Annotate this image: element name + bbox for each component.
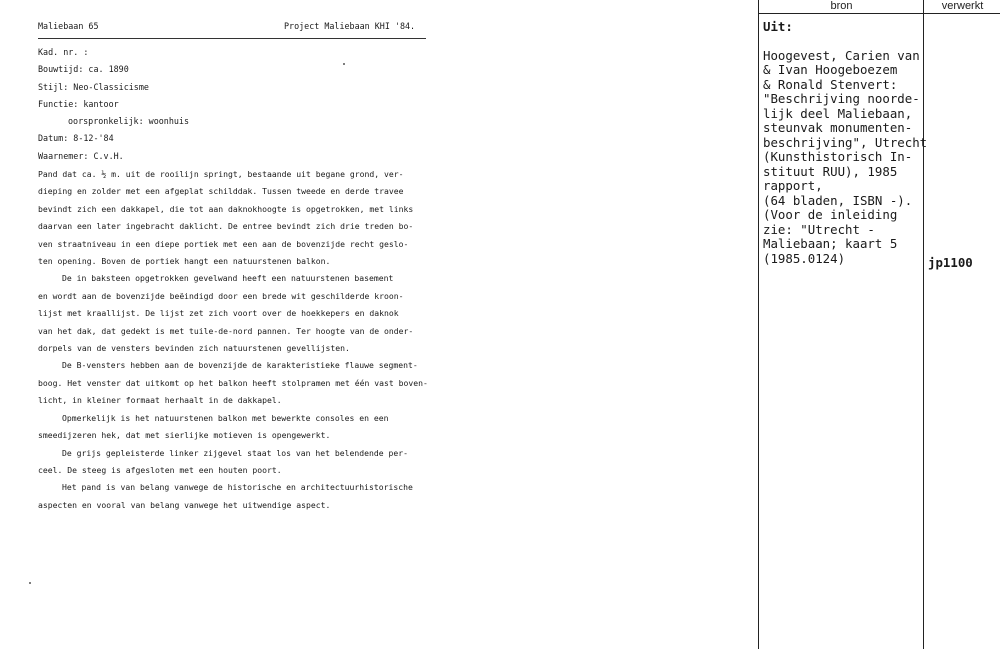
source-line: Maliebaan; kaart 5: [763, 236, 898, 251]
text-line: Het pand is van belang vanwege de historische en architectuurhistorische: [62, 482, 413, 493]
text-line: dieping en zolder met een afgeplat schilddak. Tussen tweede en derde travee: [38, 186, 404, 197]
meta-stijl: Stijl: Neo-Classicisme: [38, 81, 149, 92]
source-line: steunvak monumenten-: [763, 120, 913, 135]
text-line: Pand dat ca. ½ m. uit de rooilijn springt, bestaande uit begane grond, ver-: [38, 169, 404, 179]
table-header-rule: [758, 13, 1000, 14]
text-line: boog. Het venster dat uitkomt op het balkon heeft stolpramen met één vast boven-: [38, 377, 428, 388]
source-line: Hoogevest, Carien van: [763, 47, 920, 63]
text-line: licht, in kleiner formaat herhaalt in de dakkapel.: [38, 395, 282, 406]
source-line: beschrijving", Utrecht: [763, 134, 928, 150]
description-text: [38, 166, 438, 514]
text-line: bevindt zich een dakkapel, die tot aan daknokhoogte is opgetrokken, met links: [38, 203, 414, 214]
meta-kadaster: Kad. nr. :: [38, 47, 89, 57]
text-line: daarvan een later ingebracht daklicht. De entree bevindt zich drie treden bo-: [38, 221, 414, 232]
header-divider: [38, 38, 426, 39]
paper-speck: [29, 582, 31, 584]
source-line: rapport,: [763, 178, 823, 193]
source-line: & Ronald Stenvert:: [763, 76, 898, 92]
source-line: zie: "Utrecht -: [763, 221, 875, 237]
text-line: ceel. De steeg is afgesloten met een houten poort.: [38, 464, 282, 475]
source-line: lijk deel Maliebaan,: [763, 105, 913, 121]
text-line: lijst met kraallijst. De lijst zet zich voort over de hoekkepers en daknok: [38, 308, 399, 319]
text-line: smeedijzeren hek, dat met sierlijke motieven is opengewerkt.: [38, 430, 331, 441]
source-line: (Kunsthistorisch In-: [763, 149, 913, 164]
text-line: ten opening. Boven de portiek hangt een natuurstenen balkon.: [38, 256, 331, 267]
metadata-block: [38, 44, 189, 165]
text-line: De in baksteen opgetrokken gevelwand heeft een natuurstenen basement: [62, 273, 394, 284]
meta-datum: Datum: 8-12-'84: [38, 133, 114, 144]
paper-speck: [343, 63, 345, 65]
source-line: stituut RUU), 1985: [763, 163, 898, 179]
column-header-bron: bron: [830, 0, 853, 12]
text-line: ven straatniveau in een diepe portiek met een aan de bovenzijde recht geslo-: [38, 238, 409, 249]
text-line: Opmerkelijk is het natuurstenen balkon met bewerkte consoles en een: [62, 412, 389, 423]
document-header: [38, 18, 433, 32]
address-heading: Maliebaan 65: [38, 21, 99, 31]
text-line: aspecten en vooral van belang vanwege het uitwendige aspect.: [38, 499, 331, 510]
processed-code: jp1100: [928, 255, 973, 270]
project-heading: Project Maliebaan KHI '84.: [284, 21, 416, 31]
meta-bouwtijd: Bouwtijd: ca. 1890: [38, 64, 129, 75]
text-line: De B-vensters hebben aan de bovenzijde de karakteristieke flauwe segment-: [62, 360, 418, 371]
source-line: (64 bladen, ISBN -).: [763, 192, 913, 208]
source-line: (Voor de inleiding: [763, 207, 898, 222]
source-line: & Ivan Hoogeboezem: [763, 62, 898, 77]
text-line: De grijs gepleisterde linker zijgevel staat los van het belendende per-: [62, 447, 408, 458]
text-line: dorpels van de vensters bevinden zich natuurstenen gevellijsten.: [38, 343, 350, 354]
column-header-verwerkt: verwerkt: [941, 0, 984, 12]
table-border-left: [758, 0, 759, 649]
source-line: "Beschrijving noorde-: [763, 91, 920, 106]
text-line: van het dak, dat gedekt is met tuile-de-nord pannen. Ter hoogte van de onder-: [38, 325, 414, 336]
meta-waarnemer: Waarnemer: C.v.H.: [38, 150, 124, 161]
meta-functie: Functie: kantoor: [38, 98, 119, 109]
text-line: en wordt aan de bovenzijde beëindigd door een brede wit geschilderde kroon-: [38, 290, 404, 301]
source-reference: [763, 19, 928, 266]
uit-label: Uit:: [763, 19, 793, 34]
source-line: (1985.0124): [763, 250, 846, 266]
meta-oorspronkelijk: oorspronkelijk: woonhuis: [68, 116, 190, 127]
